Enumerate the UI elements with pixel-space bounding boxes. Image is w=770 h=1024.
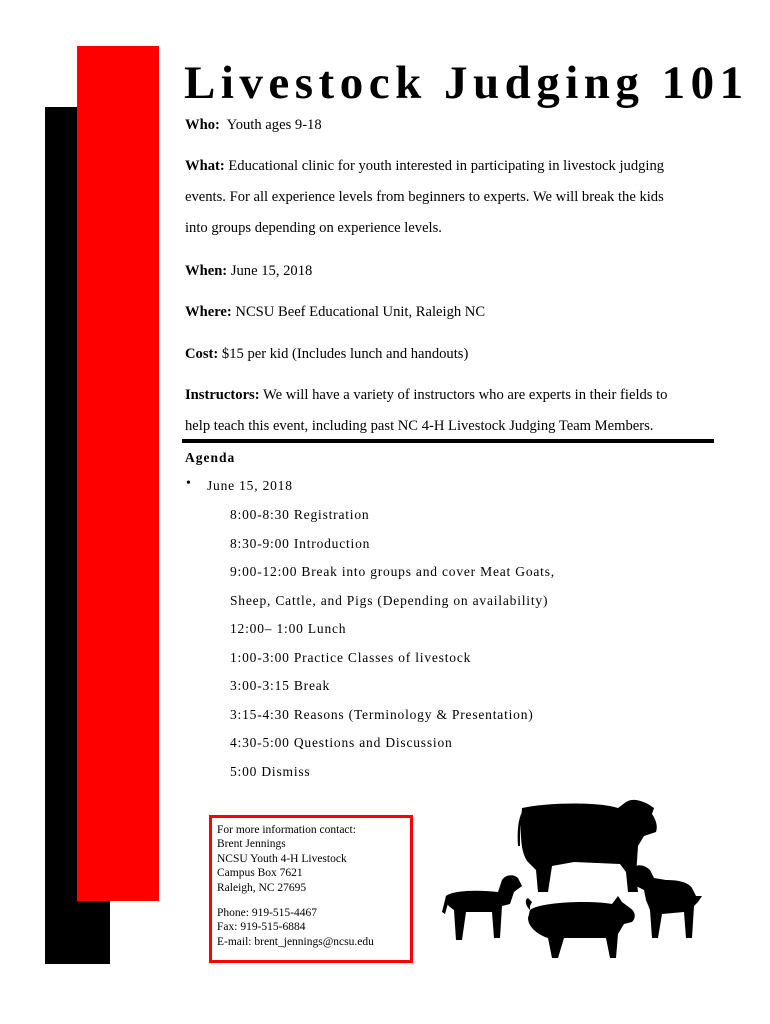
- agenda-item: 8:00-8:30 Registration: [230, 507, 370, 522]
- instructors-line-2: help teach this event, including past NC 4-H Livestock Judging Team Members.: [185, 418, 654, 434]
- when-line: [185, 262, 312, 280]
- cost-text: $15 per kid (Includes lunch and handouts): [221, 346, 469, 362]
- what-text-1: Educational clinic for youth interested in participating in livestock judging: [228, 158, 665, 174]
- agenda-item: 1:00-3:00 Practice Classes of livestock: [230, 650, 472, 665]
- agenda-date: June 15, 2018: [207, 478, 293, 493]
- agenda-item: 4:30-5:00 Questions and Discussion: [230, 735, 453, 750]
- where-label: Where:: [185, 304, 232, 320]
- agenda-item: 8:30-9:00 Introduction: [230, 536, 371, 551]
- goat-icon: [630, 865, 702, 938]
- page-title: Livestock Judging 101: [184, 57, 749, 109]
- agenda-item: 9:00-12:00 Break into groups and cover Meat Goats,: [230, 564, 555, 579]
- contact-city: Raleigh, NC 27695: [217, 882, 307, 894]
- contact-name: Brent Jennings: [217, 838, 286, 850]
- what-line-1: [185, 157, 664, 175]
- instructors-text-1: We will have a variety of instructors who are experts in their fields to: [262, 387, 668, 403]
- agenda-item: 3:15-4:30 Reasons (Terminology & Presentation): [230, 707, 534, 722]
- cost-line: [185, 345, 468, 363]
- instructors-label: Instructors:: [185, 387, 260, 403]
- contact-campus-box: Campus Box 7621: [217, 867, 303, 879]
- red-decorative-bar: [77, 46, 159, 901]
- when-text: June 15, 2018: [230, 263, 313, 279]
- section-divider: [182, 439, 714, 443]
- instructors-line-1: [185, 386, 667, 404]
- what-label: What:: [185, 158, 225, 174]
- sheep-icon: [442, 875, 522, 940]
- when-label: When:: [185, 263, 228, 279]
- agenda-item: 5:00 Dismiss: [230, 764, 311, 779]
- who-line: [185, 116, 322, 134]
- pig-icon: [526, 896, 635, 958]
- where-text: NCSU Beef Educational Unit, Raleigh NC: [235, 304, 486, 320]
- who-label: Who:: [185, 117, 220, 133]
- what-line-3: into groups depending on experience levels.: [185, 220, 442, 236]
- contact-intro: For more information contact:: [217, 824, 356, 836]
- contact-email[interactable]: E-mail: brent_jennings@ncsu.edu: [217, 936, 374, 948]
- agenda-heading: Agenda: [185, 450, 236, 465]
- agenda-item: 3:00-3:15 Break: [230, 678, 331, 693]
- livestock-silhouettes: [440, 792, 705, 972]
- contact-fax: Fax: 919-515-6884: [217, 921, 306, 933]
- agenda-item: 12:00– 1:00 Lunch: [230, 621, 347, 636]
- agenda-item: Sheep, Cattle, and Pigs (Depending on availability): [230, 593, 549, 608]
- who-text: Youth ages 9-18: [226, 117, 322, 133]
- cost-label: Cost:: [185, 346, 219, 362]
- contact-org: NCSU Youth 4-H Livestock: [217, 853, 347, 865]
- agenda-bullet: •: [186, 476, 191, 491]
- what-line-2: events. For all experience levels from beginners to experts. We will break the kids: [185, 189, 664, 205]
- contact-phone: Phone: 919-515-4467: [217, 907, 317, 919]
- where-line: [185, 303, 485, 321]
